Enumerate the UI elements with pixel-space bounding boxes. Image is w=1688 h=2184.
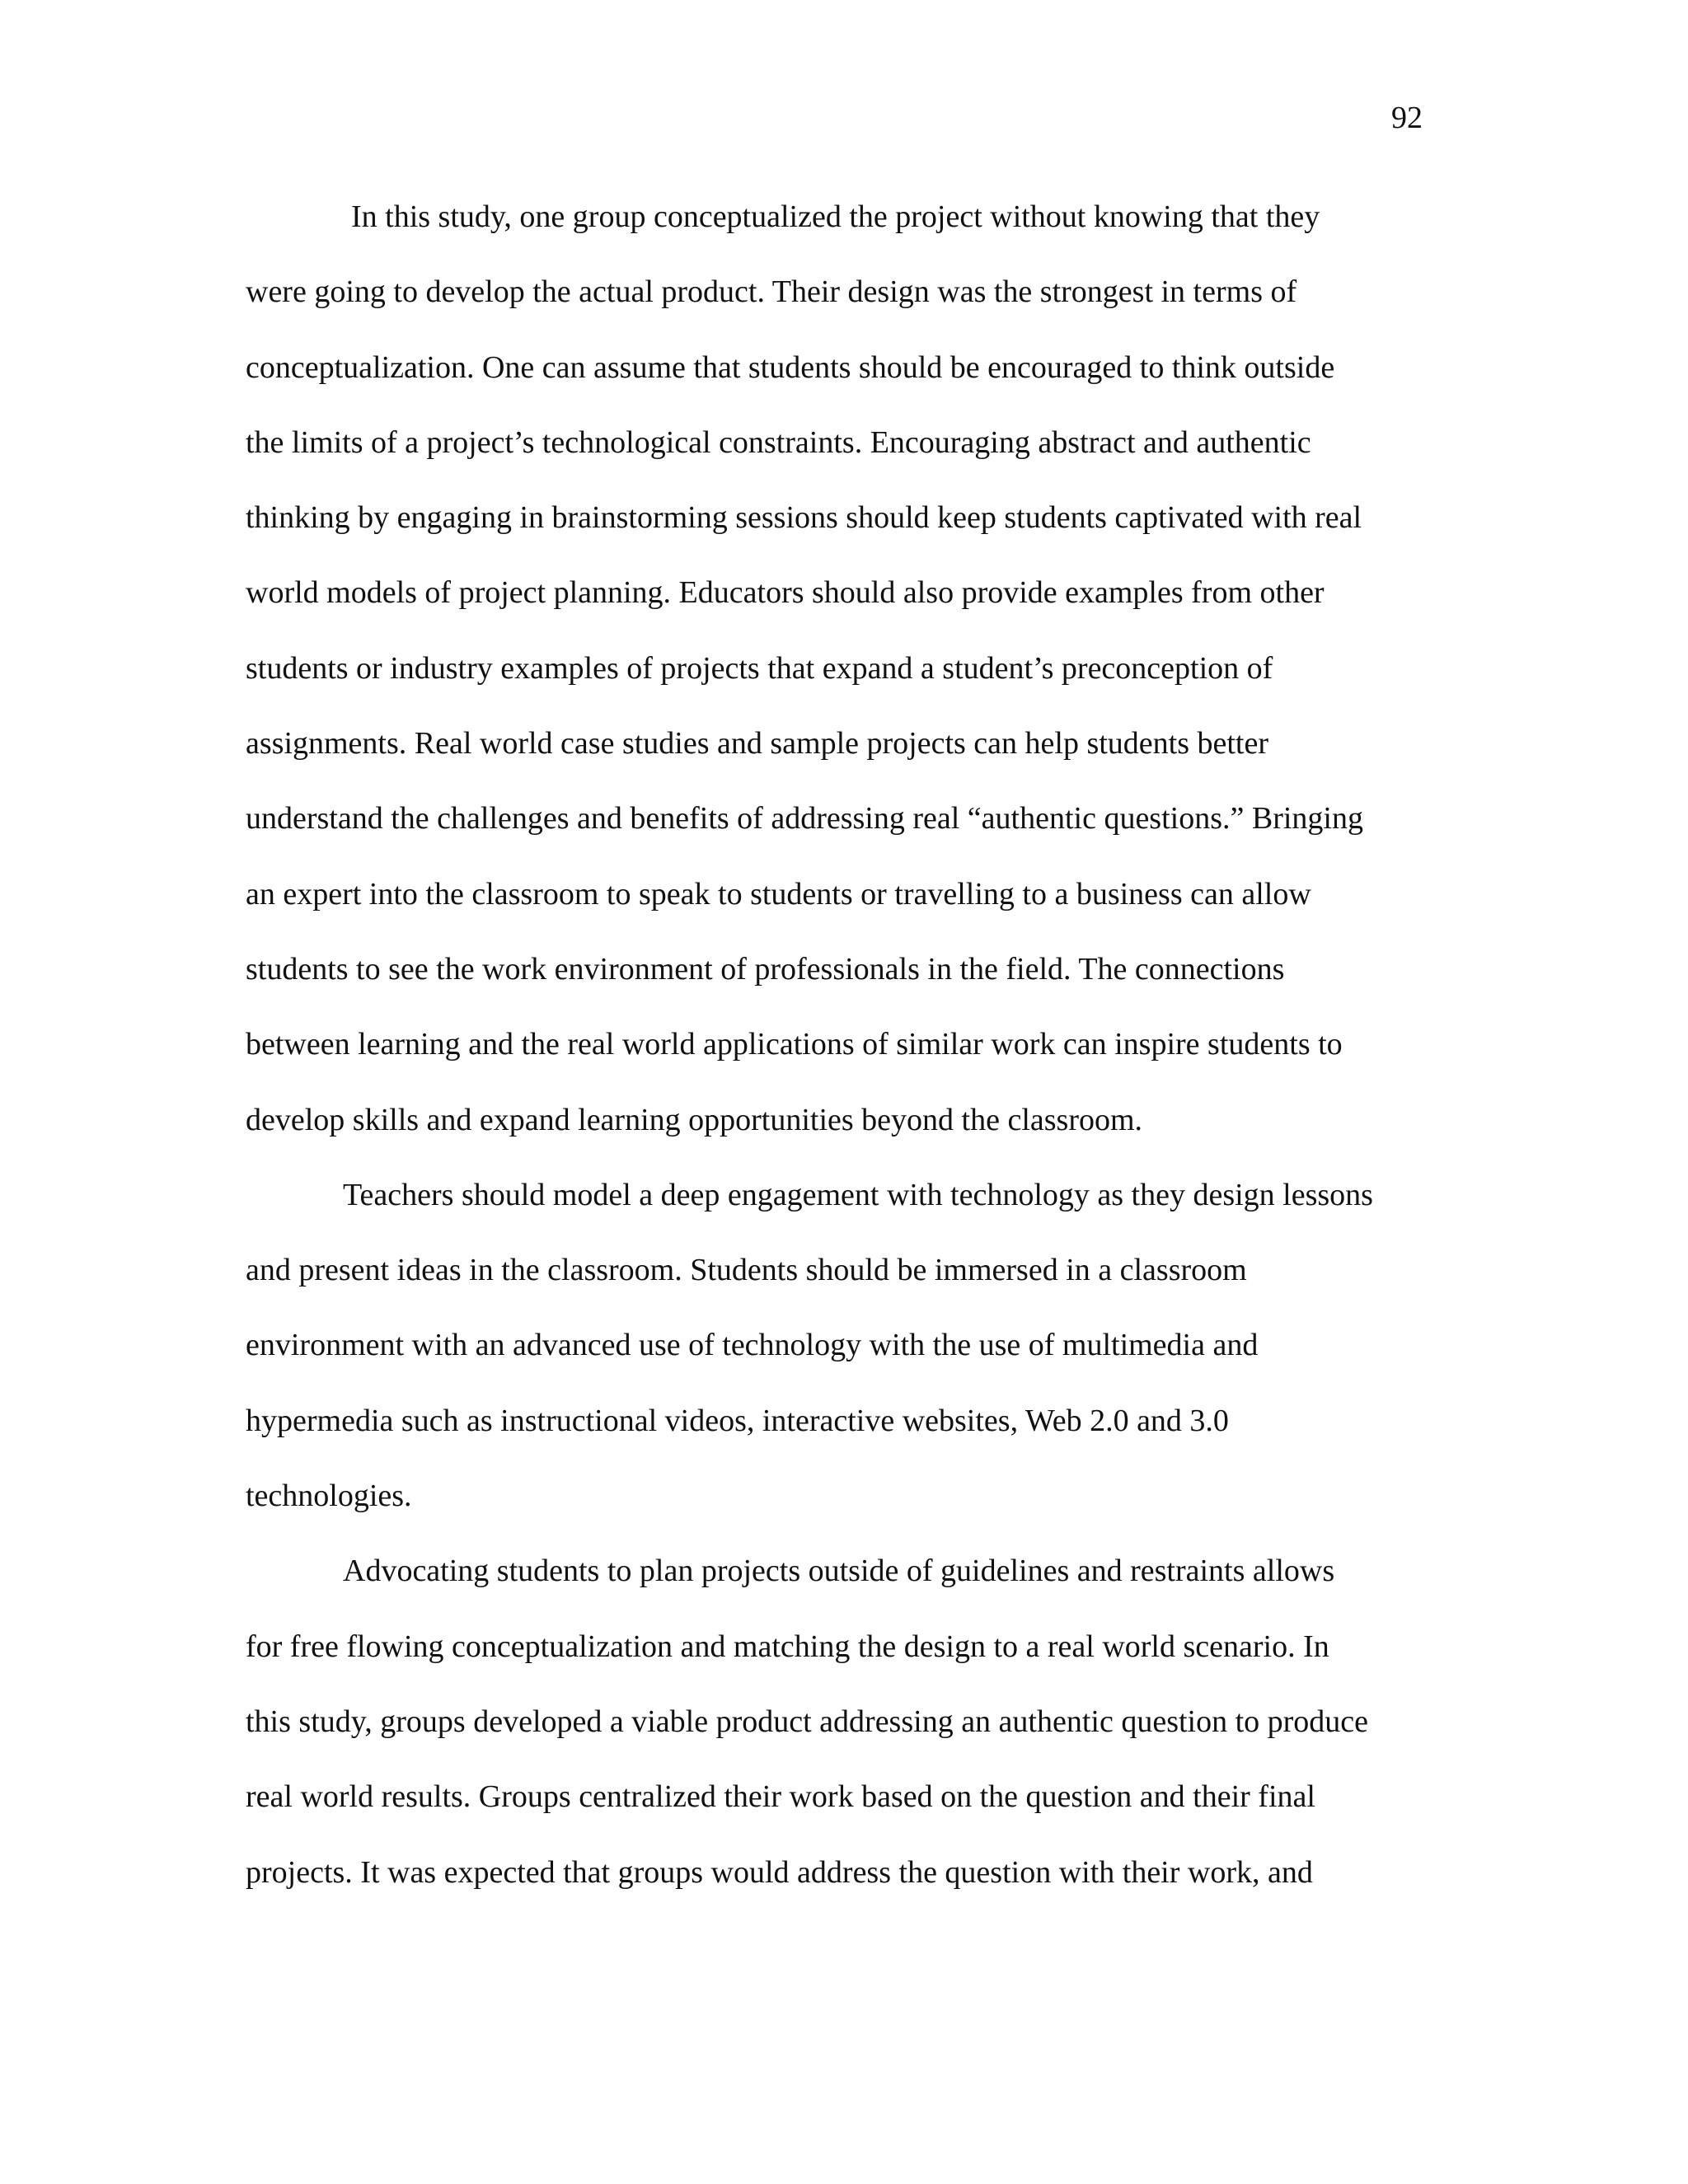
text-line: assignments. Real world case studies and sample projects can help students better — [246, 726, 1269, 762]
text-line: an expert into the classroom to speak to students or travelling to a business can allow — [246, 876, 1311, 912]
text-line: the limits of a project’s technological constraints. Encouraging abstract and authentic — [246, 424, 1311, 460]
text-line: this study, groups developed a viable product addressing an authentic question to produce — [246, 1704, 1369, 1739]
text-line: technologies. — [246, 1479, 412, 1514]
text-line: Teachers should model a deep engagement with technology as they design lessons — [343, 1177, 1373, 1212]
text-line: projects. It was expected that groups would address the question with their work, and — [246, 1854, 1313, 1890]
text-line: world models of project planning. Educators should also provide examples from other — [246, 575, 1325, 611]
text-line: environment with an advanced use of technology with the use of multimedia and — [246, 1328, 1259, 1363]
text-line: students to see the work environment of professionals in the field. The connections — [246, 951, 1285, 987]
text-line: for free flowing conceptualization and matching the design to a real world scenario. In — [246, 1629, 1329, 1664]
text-line: and present ideas in the classroom. Students should be immersed in a classroom — [246, 1253, 1247, 1288]
text-line: students or industry examples of projects that expand a student’s preconception of — [246, 650, 1273, 686]
text-line: develop skills and expand learning opportunities beyond the classroom. — [246, 1102, 1143, 1137]
text-line: Advocating students to plan projects outside of guidelines and restraints allows — [343, 1554, 1335, 1589]
text-line: between learning and the real world applications of similar work can inspire students to — [246, 1027, 1343, 1062]
text-line: understand the challenges and benefits of addressing real “authentic questions.” Bringing — [246, 801, 1363, 837]
page-number: 92 — [1391, 101, 1423, 135]
body-text — [246, 196, 1432, 1927]
text-line: real world results. Groups centralized their work based on the question and their final — [246, 1779, 1315, 1815]
text-line: conceptualization. One can assume that students should be encouraged to think outside — [246, 349, 1335, 385]
text-line: thinking by engaging in brainstorming sessions should keep students captivated with real — [246, 500, 1362, 536]
text-line: In this study, one group conceptualized the project without knowing that they — [351, 199, 1320, 234]
text-line: hypermedia such as instructional videos, interactive websites, Web 2.0 and 3.0 — [246, 1403, 1229, 1438]
text-line: were going to develop the actual product. Their design was the strongest in terms of — [246, 274, 1297, 310]
